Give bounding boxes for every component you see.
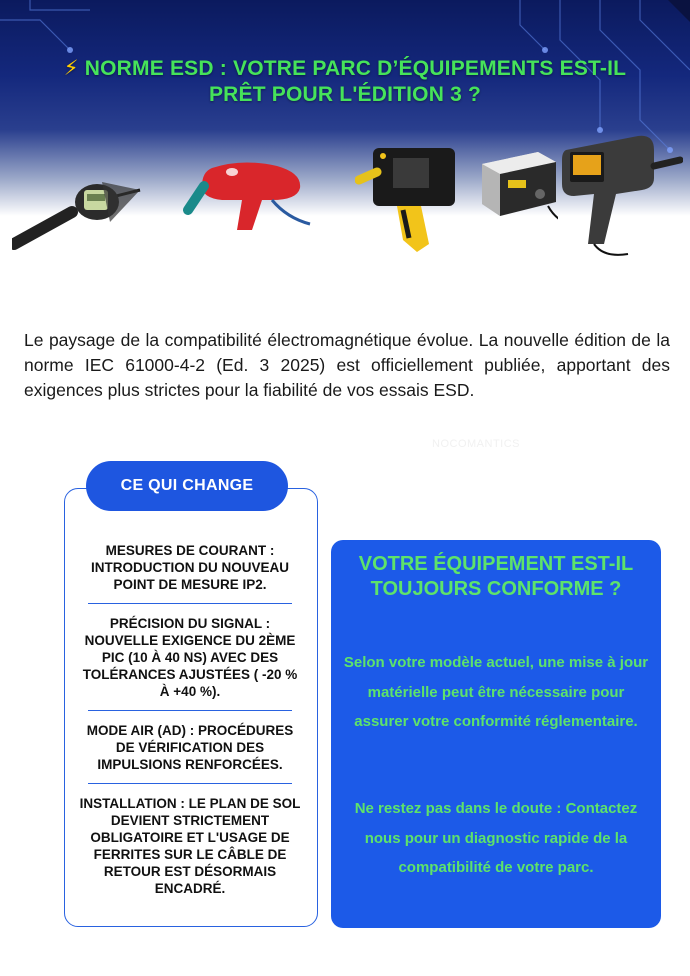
lightning-icon: ⚡ <box>63 57 79 80</box>
title-line-1: NORME ESD : VOTRE PARC D’ÉQUIPEMENTS EST-IL <box>84 57 627 80</box>
change-item-air-mode: MODE AIR (AD) : PROCÉDURES DE VÉRIFICATION DES IMPULSIONS RENFORCÉES. <box>86 723 294 772</box>
watermark: NOCOMANTICS <box>432 438 520 450</box>
title-line-2: PRÊT POUR L'ÉDITION 3 ? <box>208 83 482 106</box>
esd-generator-box-icon <box>478 146 558 226</box>
changes-heading: CE QUI CHANGE <box>86 461 288 511</box>
esd-gun-red-icon <box>182 158 312 238</box>
divider <box>88 710 292 711</box>
divider <box>88 603 292 604</box>
esd-gun-grey-icon <box>558 132 683 262</box>
esd-gun-yellow-icon <box>355 140 460 260</box>
changes-list <box>72 542 308 897</box>
page-title <box>10 56 680 108</box>
compliance-card <box>331 540 661 928</box>
hero-banner <box>0 0 690 270</box>
compliance-paragraph-1: Selon votre modèle actuel, une mise à jour matérielle peut être nécessaire pour assurer votre conformité réglementaire. <box>343 654 649 730</box>
change-item-signal: PRÉCISION DU SIGNAL : NOUVELLE EXIGENCE DU 2ÈME PIC (10 À 40 NS) AVEC DES TOLÉRANCES AJUSTÉES ( -20 % À +40 %). <box>82 616 298 699</box>
divider <box>88 783 292 784</box>
esd-simulator-probe-icon <box>12 172 142 252</box>
intro-paragraph: Le paysage de la compatibilité électromagnétique évolue. La nouvelle édition de la norme IEC 61000-4-2 (Ed. 3 2025) est officiellement publiée, apportant des exigences plus strictes pour la fiabilité de vos essais ESD. <box>24 329 670 400</box>
change-item-installation: INSTALLATION : LE PLAN DE SOL DEVIENT STRICTEMENT OBLIGATOIRE ET L'USAGE DE FERRITES SUR LE CÂBLE DE RETOUR EST DÉSORMAIS ENCADRÉ. <box>79 796 301 896</box>
change-item-current: MESURES DE COURANT : INTRODUCTION DU NOUVEAU POINT DE MESURE IP2. <box>91 543 289 592</box>
compliance-title: VOTRE ÉQUIPEMENT EST-IL TOUJOURS CONFORME ? <box>358 553 634 600</box>
compliance-paragraph-2: Ne restez pas dans le doute : Contactez nous pour un diagnostic rapide de la compatibilité de votre parc. <box>354 800 638 876</box>
